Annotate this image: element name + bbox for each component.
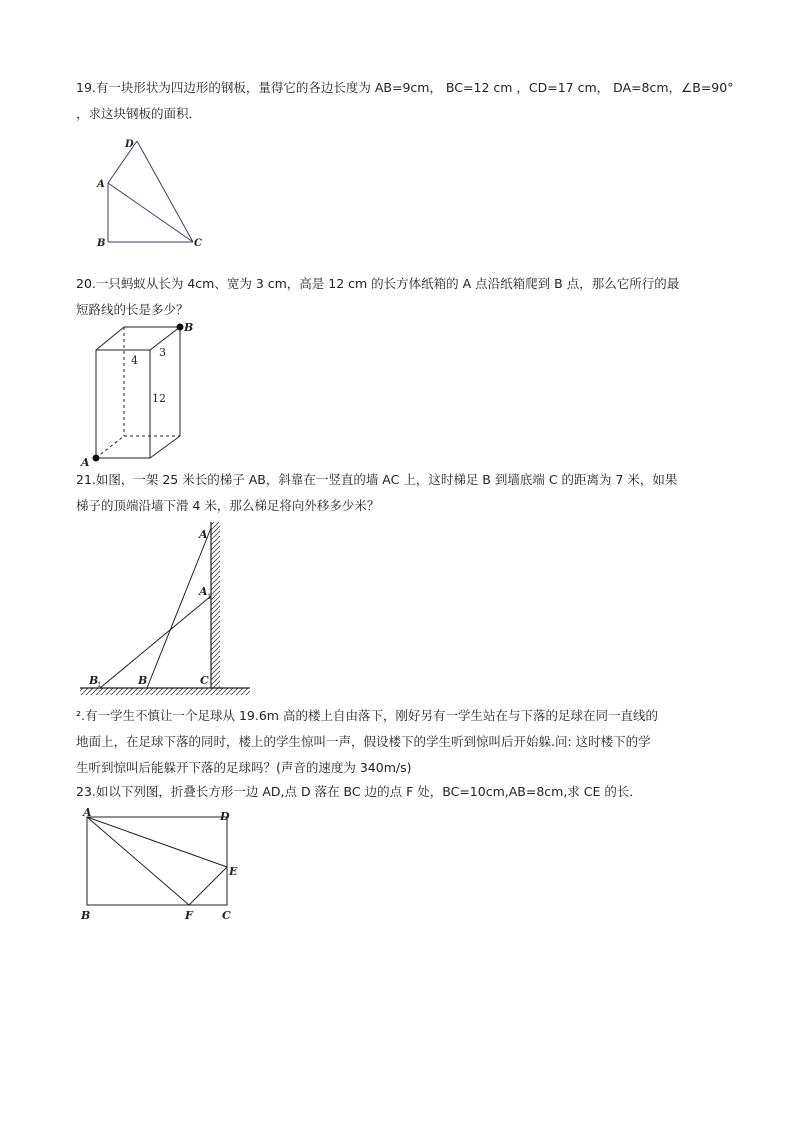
q23-label-A: A <box>83 806 92 819</box>
q21-label-B: B <box>138 674 148 687</box>
q22-text-line3: 生听到惊叫后能躲开下落的足球吗？(声音的速度为 340m/s) <box>76 760 412 775</box>
q21-label-A1: A <box>199 585 208 598</box>
q20-text-line1: 20.一只蚂蚁从长为 4cm、宽为 3 cm，高是 12 cm 的长方体纸箱的 A 点沿纸箱爬到 B 点，那么它所行的最 <box>76 276 680 291</box>
q19-label-A: A <box>97 179 105 190</box>
q23-label-E: E <box>229 865 238 878</box>
q21-figure <box>78 518 258 700</box>
q19-text-line2: ，求这块钢板的面积． <box>76 106 202 121</box>
q22-text-line1: ².有一学生不慎让一个足球从 19.6m 高的楼上自由落下，刚好另有一学生站在与下落的足球在同一直线的 <box>76 708 658 723</box>
q23-label-B: B <box>81 909 91 922</box>
q19-figure <box>90 136 220 256</box>
q20-length-4: 4 <box>131 354 138 367</box>
q21-label-C: C <box>200 674 209 687</box>
q21-text-line1: 21.如图，一架 25 米长的梯子 AB，斜靠在一竖直的墙 AC 上，这时梯足 B 到墙底端 C 的距离为 7 米，如果 <box>76 472 678 487</box>
q21-label-B1: B <box>89 674 99 687</box>
q21-label-A1-subscript: 1 <box>207 593 212 601</box>
q21-label-B1-subscript: 1 <box>97 681 102 689</box>
q23-label-C: C <box>222 909 231 922</box>
q20-text-line2: 短路线的长是多少？ <box>76 302 189 317</box>
q21-label-A: A <box>199 528 208 541</box>
q20-figure <box>76 318 206 468</box>
q20-height-12: 12 <box>152 392 166 405</box>
q19-label-B: B <box>97 238 106 249</box>
q19-text-line1: 19.有一块形状为四边形的钢板，量得它的各边长度为 AB=9cm， BC=12 cm ，CD=17 cm， DA=8cm，∠B=90° <box>76 80 734 95</box>
q21-text-line2: 梯子的顶端沿墙下滑 4 米，那么梯足将向外移多少米？ <box>76 498 380 513</box>
q20-label-B: B <box>184 321 194 334</box>
q23-figure <box>78 805 248 925</box>
q23-label-F: F <box>185 909 193 922</box>
q22-text-line2: 地面上，在足球下落的同时，楼上的学生惊叫一声，假设楼下的学生听到惊叫后开始躲.问: 这时楼下的学 <box>76 734 651 749</box>
q19-label-C: C <box>194 238 202 249</box>
q23-text-line1: 23.如以下列图，折叠长方形一边 AD,点 D 落在 BC 边的点 F 处，BC=10cm,AB=8cm,求 CE 的长． <box>76 784 642 799</box>
q20-width-3: 3 <box>159 346 166 359</box>
q19-label-D: D <box>125 139 134 150</box>
q23-label-D: D <box>220 810 230 823</box>
q20-label-A: A <box>81 456 90 469</box>
